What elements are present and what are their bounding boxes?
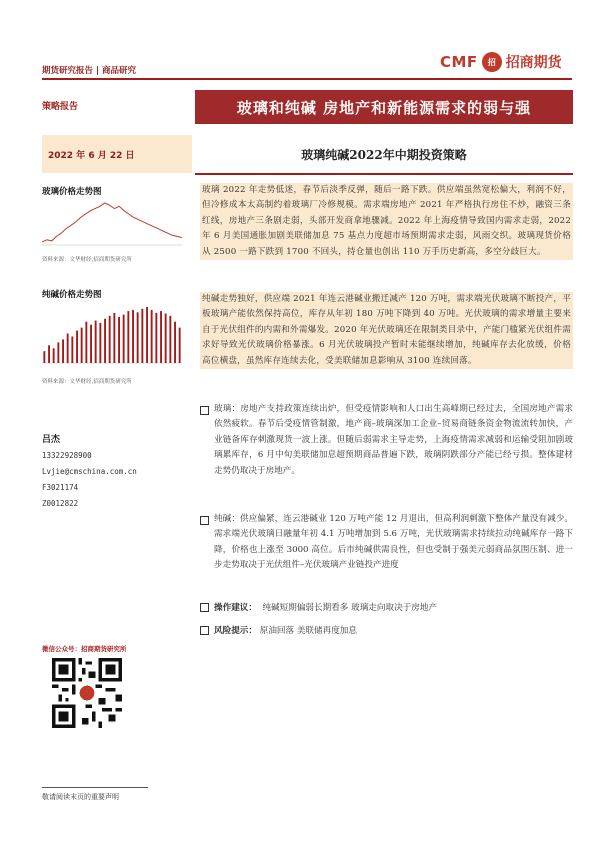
chart2-bar	[90, 325, 92, 363]
operation-advice-label: 操作建议：	[214, 603, 257, 613]
chart2-bar	[85, 322, 87, 363]
logo-latin: CMF	[440, 53, 478, 71]
chart2-bar	[151, 310, 153, 363]
header-rule	[42, 78, 572, 80]
chart2-bar	[76, 331, 78, 363]
analyst-phone: 13322928900	[42, 451, 92, 460]
bullet-glass	[200, 402, 573, 479]
checkbox-icon	[200, 603, 209, 612]
wechat-label: 微信公众号：招商期货研究所	[42, 645, 127, 653]
report-date: 2022 年 6 月 22 日	[42, 135, 192, 173]
logo-badge-icon: 招	[482, 52, 502, 72]
chart2-bar	[118, 317, 120, 363]
chart2-bar	[169, 316, 171, 363]
page-subtitle: 玻璃纯碱2022年中期投资策略	[195, 135, 573, 175]
chart2-bar	[95, 321, 97, 363]
bullet-soda	[200, 512, 573, 574]
chart2-bar	[123, 315, 125, 363]
operation-advice	[200, 601, 573, 616]
summary-paragraph-soda: 纯碱走势独好，供应端 2021 年连云港碱业搬迁减产 120 万吨，需求端光伏玻璃不断投产，平板玻璃产能依然保持高位，库存从年初 180 万吨下降到 40 万吨。光伏玻璃的需求增量主要来自于光伏组件的内需和外需爆发。2020 年光伏玻璃还在限制类目录中，产能门槛紧光伏组件需求好导致光伏玻璃价格暴涨。6 月光伏玻璃投产暂时未能继续增加，纯碱库存去化放缓，价格高位横盘，虽然库存连续去化，受美联储加息影响从 3100 连续回落。	[200, 292, 573, 369]
footer-rule	[42, 787, 148, 788]
checkbox-icon	[200, 406, 209, 415]
summary-paragraph-glass: 玻璃 2022 年走势低迷，春节后淡季反弹，随后一路下跌。供应端虽然宽松偏大，利润不好，但冷修成本太高制约着玻璃厂冷修规模。需求端房地产 2021 年严格执行房住不炒，融资三条红线，房地产三条剧走弱，头部开发商拿地骤减。2022 年上海疫情导致国内需求走弱，2022 年 6 月美国通胀加剧美联储加息 75 基点力度超市场预期需求走弱，风雨交织。玻璃现货价格从 2500 一路下跌到 1700 不回头，持仓量也创出 110 万手历史新高，多空分歧巨大。	[200, 183, 573, 260]
checkbox-icon	[200, 626, 209, 635]
chart2-bar	[81, 328, 83, 363]
chart2-bar	[146, 307, 148, 363]
risk-warning	[200, 624, 573, 639]
chart2-bar	[113, 313, 115, 363]
chart1-series-line	[42, 203, 182, 242]
qr-code-icon	[52, 658, 122, 728]
chart2-bar	[179, 328, 181, 363]
operation-advice-text: 纯碱短期偏弱长期看多 玻璃走向取决于房地产	[262, 603, 438, 613]
bullet-soda-text: 纯碱：供应偏紧，连云港碱业 120 万吨产能 12 月退出，但高利润刺激下整体产量没有减少。需求端光伏玻璃日融量年初 4.1 万吨增加到 5.6 万吨，光伏玻璃需求持续拉动纯碱库存一路下降，价格也上涨至 3000 高位。后市纯碱供需良性，但也受制于强美元弱商品氛围压制、进一步走势取决于光伏组件–光伏玻璃产业链投产进度	[214, 514, 573, 571]
analyst-email: Lvjie@cmschina.com.cn	[42, 467, 137, 476]
chart1-title: 玻璃价格走势图	[42, 187, 102, 197]
glass-price-chart	[42, 200, 182, 250]
chart1-source: 资料来源：文华财经,招商期货研究所	[42, 257, 132, 263]
chart2-bar	[62, 339, 64, 363]
bullet-glass-text: 玻璃：房地产支持政策连续出炉，但受疫情影响和人口出生高峰期已经过去，全国房地产需求依然疲软。春节后受疫情管制激，地产商–玻璃深加工企业–贸易商链条资金物流流转加快，产业链备库存刺激现货一波上涨。但随后弱需求主导走势，上海疫情需求减弱和运输受阻加剧玻璃累库存，6 月中旬美联储加息超预期商品普遍下跌，玻璃阴跌部分产能已经亏损。整体建材走势仍取决于房地产。	[214, 404, 573, 476]
risk-warning-label: 风险提示：	[214, 626, 257, 636]
chart2-bar	[165, 314, 167, 364]
chart2-bar	[48, 345, 50, 363]
chart2-bar	[137, 312, 139, 363]
chart2-bar	[53, 348, 55, 363]
chart2-bar	[109, 316, 111, 363]
page-title: 玻璃和纯碱 房地产和新能源需求的弱与强	[195, 90, 573, 124]
chart2-bar	[155, 313, 157, 363]
report-category: 期货研究报告 | 商品研究	[42, 66, 137, 76]
chart2-bar	[132, 310, 134, 363]
chart2-bar	[160, 311, 162, 363]
checkbox-icon	[200, 516, 209, 525]
logo	[440, 52, 562, 72]
chart2-bar	[57, 342, 59, 363]
chart2-bar	[127, 311, 129, 363]
license-futures: F3021174	[42, 483, 79, 492]
chart2-title: 纯碱价格走势图	[42, 290, 102, 300]
chart2-bar	[99, 323, 101, 363]
analyst-name: 吕杰	[42, 435, 61, 445]
section-label: 策略报告	[42, 102, 79, 112]
chart2-bar	[174, 322, 176, 363]
chart2-bar	[104, 319, 106, 363]
chart2-bar	[71, 337, 73, 364]
chart2-bar	[67, 334, 69, 364]
chart2-source: 资料来源：文华财经,招商期货研究所	[42, 379, 132, 385]
soda-ash-price-chart	[42, 303, 182, 365]
chart2-bar	[141, 309, 143, 363]
logo-cn: 招商期货	[505, 55, 562, 71]
risk-warning-text: 原油回落 美联储再度加息	[259, 626, 357, 636]
footer-disclaimer: 敬请阅读末页的重要声明	[42, 793, 119, 801]
chart2-bar	[43, 351, 45, 363]
license-consult: Z0012822	[42, 499, 79, 508]
analyst-contact	[42, 448, 137, 512]
